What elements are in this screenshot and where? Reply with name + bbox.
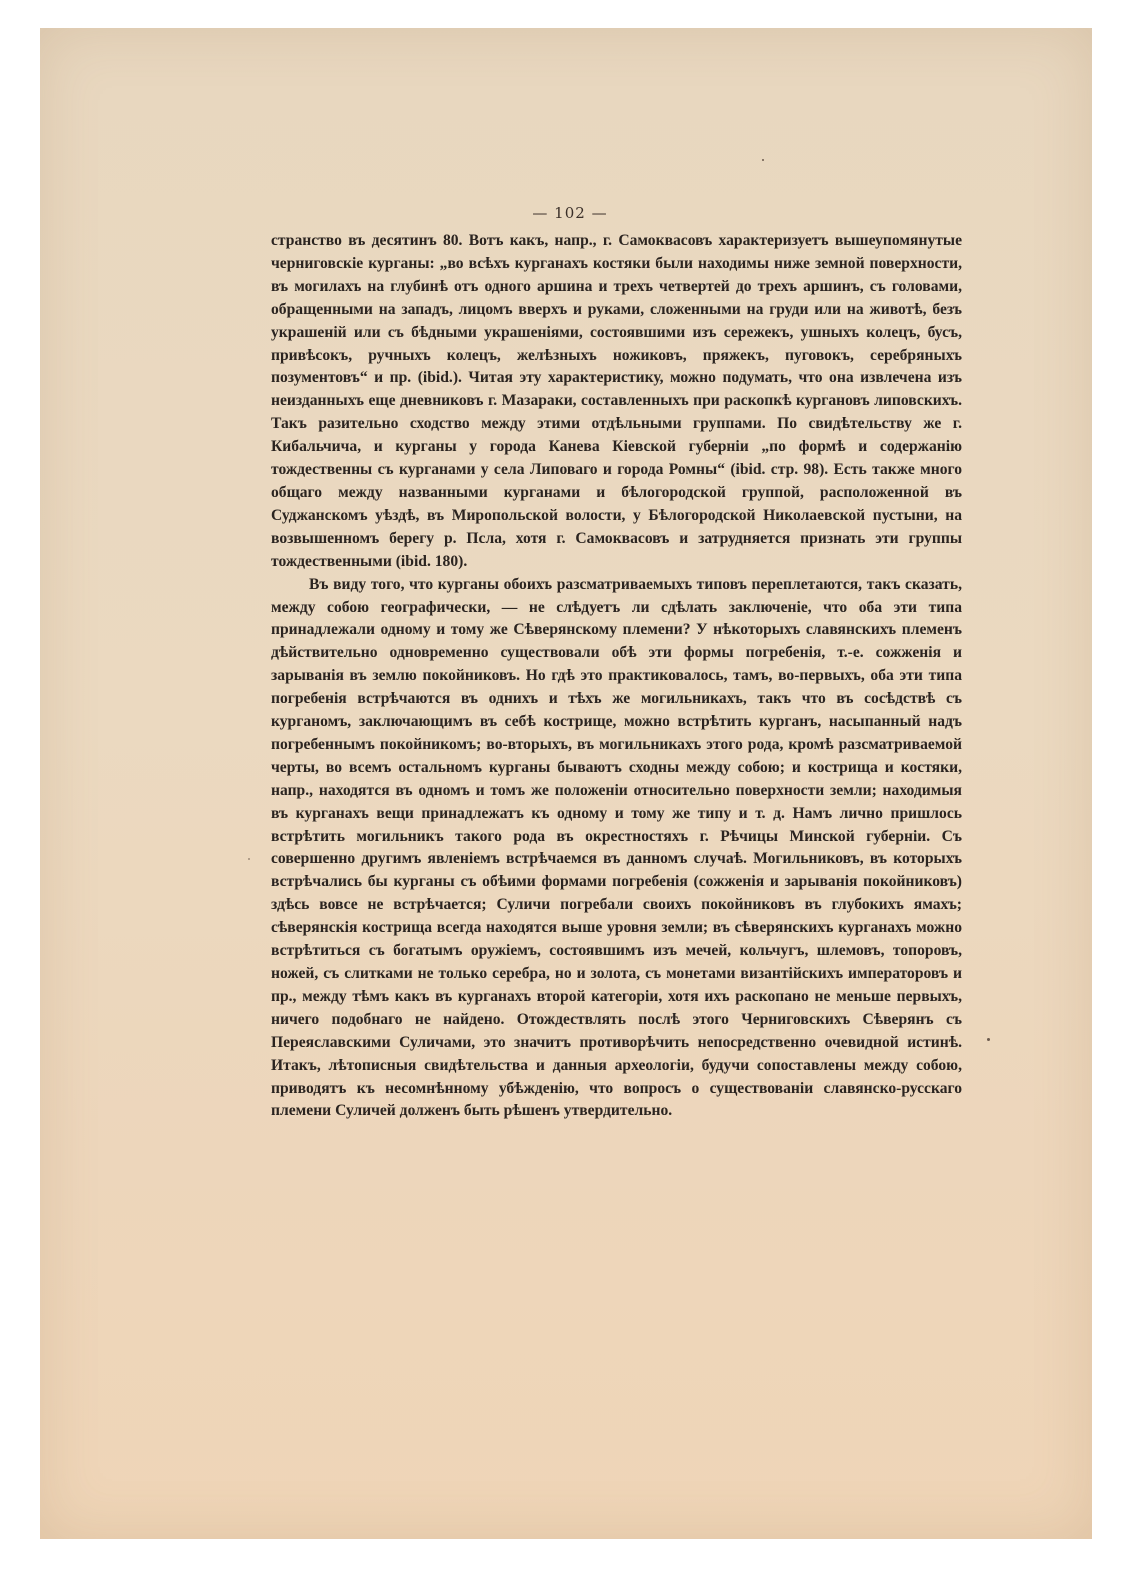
page-number: — 102 — xyxy=(532,204,608,222)
paper-speck xyxy=(987,1038,990,1041)
paper-speck xyxy=(762,159,764,161)
paragraph: Въ виду того, что курганы обоихъ разсматриваемыхъ типовъ переплетаются, такъ сказать, между собою географически, — не слѣдуетъ ли сдѣлать заключеніе, что оба эти типа принадлежали одному и тому же Сѣверянскому племени? У нѣкоторыхъ славянскихъ племенъ дѣйствительно одновременно существовали обѣ эти формы погребенія, т.-е. сожженія и зарыванія въ землю покойниковъ. Но гдѣ это практиковалось, тамъ, во-первыхъ, оба эти типа погребенія встрѣчаются въ однихъ и тѣхъ же могильникахъ, такъ что въ сосѣдствѣ съ курганомъ, заключающимъ въ себѣ кострище, можно встрѣтить курганъ, насыпанный надъ погребеннымъ покойникомъ; во-вторыхъ, въ могильникахъ этого рода, кромѣ разсматриваемой черты, во всемъ остальномъ курганы бываютъ сходны между собою; и кострища и костяки, напр., находятся въ одномъ и томъ же положеніи относительно поверхности земли; находимыя въ курганахъ вещи принадлежатъ къ одному и тому же типу и т. д. Намъ лично пришлось встрѣтить могильникъ такого рода въ окрестностяхъ г. Рѣчицы Минской губерніи. Съ совершенно другимъ явленіемъ встрѣчаемся въ данномъ случаѣ. Могильниковъ, въ которыхъ встрѣчались бы курганы съ обѣими формами погребенія (сожженія и зарыванія покойниковъ) здѣсь вовсе не встрѣчается; Суличи погребали своихъ покойниковъ въ глубокихъ ямахъ; сѣверянскія кострища всегда находятся выше уровня земли; въ сѣверянскихъ курганахъ можно встрѣтиться съ богатымъ оружіемъ, состоявшимъ изъ мечей, кольчугъ, шлемовъ, топоровъ, ножей, съ слитками не только серебра, но и золота, съ монетами византійскихъ императоровъ и пр., между тѣмъ какъ въ курганахъ второй категоріи, хотя ихъ раскопано не меньше первыхъ, ничего подобнаго не найдено. Отождествлять послѣ этого Черниговскихъ Сѣверянъ съ Переяславскими Суличами, это значитъ противорѣчить непосредственно очевидной истинѣ. Итакъ, лѣтописныя свидѣтельства и данныя археологіи, будучи сопоставлены между собою, приводятъ къ несомнѣнному убѣжденію, что вопросъ о существованіи славянско-русскаго племени Суличей долженъ быть рѣшенъ утвердительно. xyxy=(271,575,962,1120)
paragraph: странство въ десятинъ 80. Вотъ какъ, напр., г. Самоквасовъ характеризуетъ вышеупомянутые черниговскіе курганы: „во всѣхъ курганахъ костяки были находимы ниже земной поверхности, въ могилахъ на глубинѣ отъ одного аршина и трехъ четвертей до трехъ аршинъ, съ головами, обращенными на западъ, лицомъ вверхъ и руками, сложенными на груди или на животѣ, безъ украшеній или съ бѣдными украшеніями, состоявшими изъ сережекъ, ушныхъ колецъ, бусъ, привѣсокъ, ручныхъ колецъ, желѣзныхъ ножиковъ, пряжекъ, пуговокъ, серебряныхъ позументовъ“ и пр. (ibid.). Читая эту характеристику, можно подумать, что она извлечена изъ неизданныхъ еще дневниковъ г. Мазараки, составленныхъ при раскопкѣ кургановъ липовскихъ. Такъ разительно сходство между этими отдѣльными группами. По свидѣтельству же г. Кибальчича, и курганы у города Канева Кіевской губерніи „по формѣ и содержанію тождественны съ курганами у села Липоваго и города Ромны“ (ibid. стр. 98). Есть также много общаго между названными курганами и бѣлогородской группой, расположенной въ Суджанскомъ уѣздѣ, въ Миропольской волости, у Бѣлогородской Николаевской пустыни, на возвышенномъ берегу р. Псла, хотя г. Самоквасовъ и затрудняется признать эти группы тождественными (ibid. 180). xyxy=(271,232,962,570)
body-text xyxy=(271,230,962,1123)
paper-speck xyxy=(248,858,250,860)
